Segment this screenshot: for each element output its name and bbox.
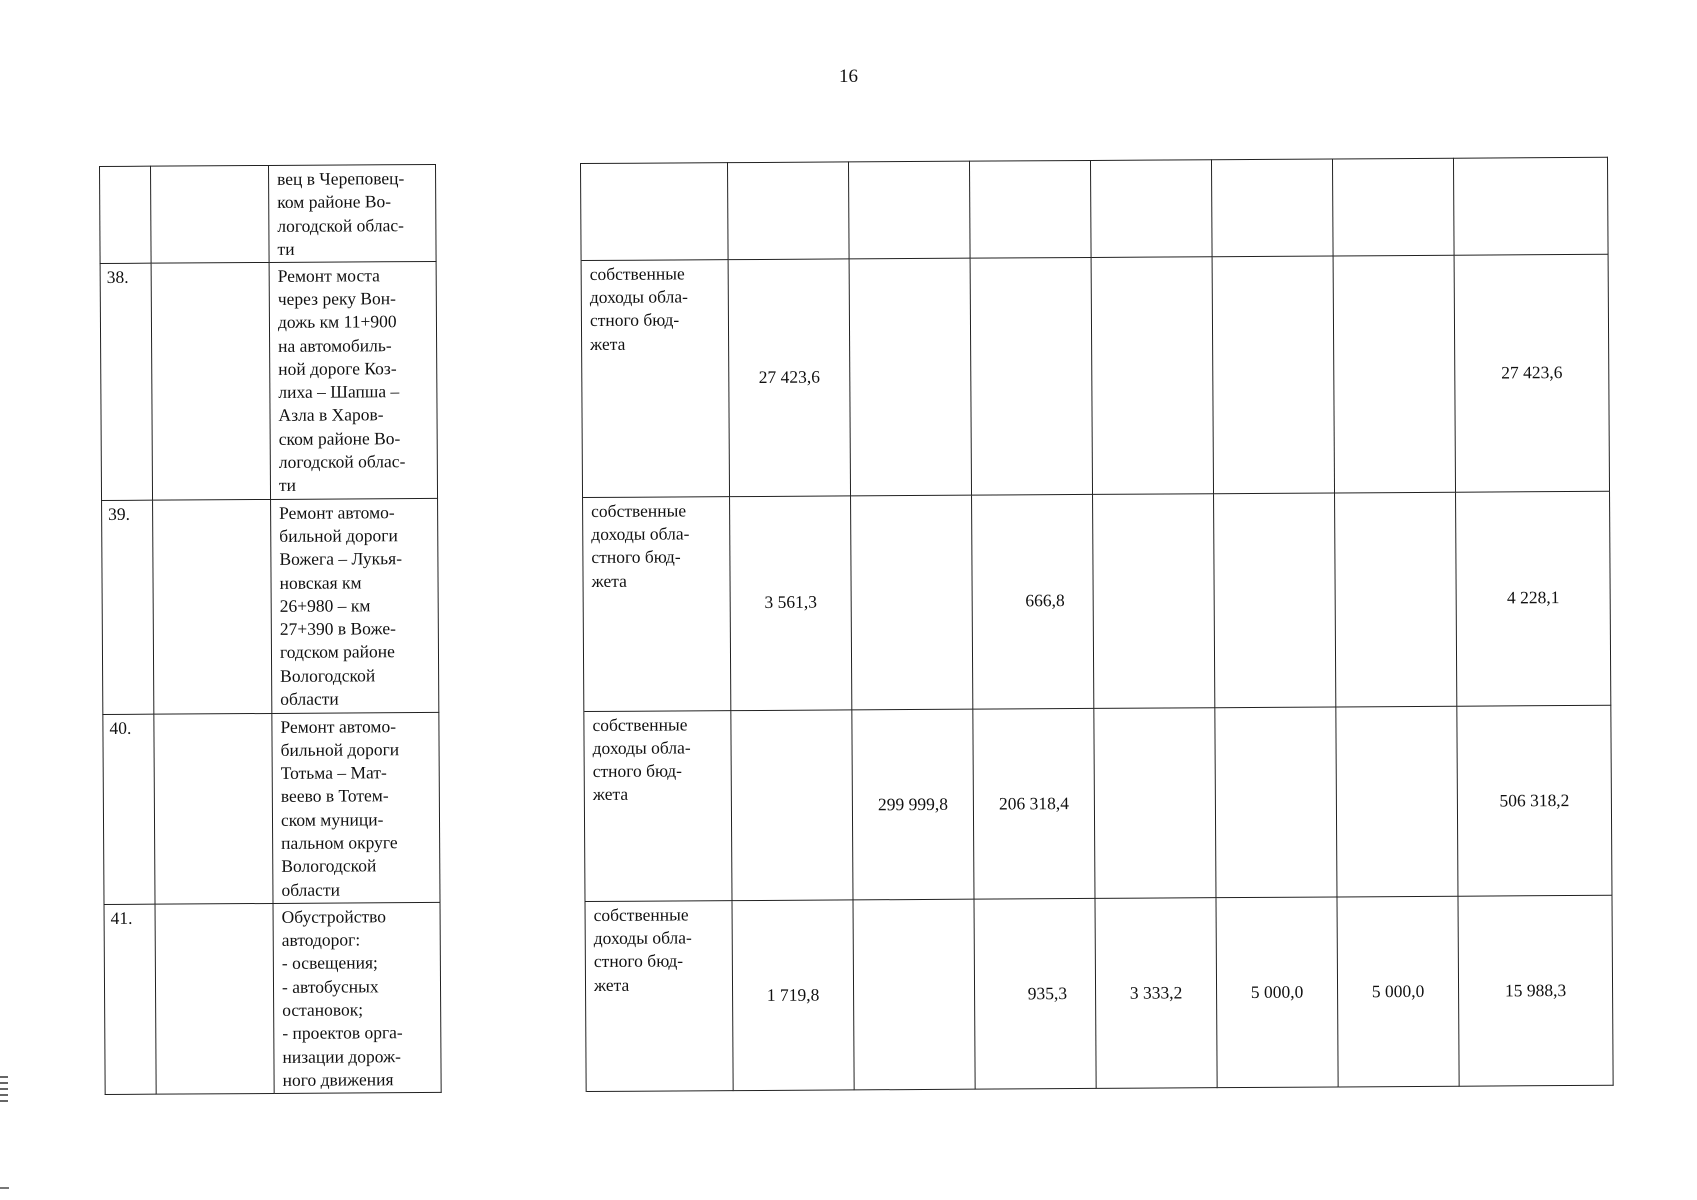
cell-value: 3 561,3	[730, 496, 852, 711]
cell-value: 27 423,6	[728, 259, 850, 497]
budget-table	[99, 157, 1614, 1095]
cell-value	[970, 257, 1092, 495]
cell-value	[1090, 160, 1212, 257]
cell-blank	[154, 713, 273, 904]
cell-description: Ремонт моста через реку Вон- дожь км 11+900 на автомобиль- ной дороге Коз- лиха – Шапша – Азла в Харов- ском районе Во- логодской облас- ти	[269, 261, 437, 499]
cell-value	[853, 899, 975, 1090]
cell-value: 5 000,0	[1216, 897, 1338, 1088]
cell-value	[969, 160, 1091, 257]
cell-value	[1335, 492, 1457, 707]
cell-value	[1333, 255, 1455, 493]
cell-gap	[440, 901, 586, 1092]
cell-value	[1212, 256, 1334, 494]
cell-value	[1336, 706, 1458, 897]
cell-value	[848, 161, 970, 258]
cell-gap	[438, 497, 584, 712]
cell-description: Обустройство автодорог: - освещения; - автобусных остановок; - проектов орга- низации дорож- ного движения	[273, 902, 441, 1093]
table-row	[100, 254, 1609, 500]
cell-source: собственные доходы обла- стного бюд- жета	[581, 259, 729, 497]
cell-source: собственные доходы обла- стного бюд- жета	[583, 496, 731, 711]
table-row	[103, 705, 1612, 904]
cell-source	[580, 163, 728, 261]
cell-value	[1093, 493, 1215, 708]
cell-blank	[155, 903, 274, 1094]
cell-index: 41.	[104, 904, 156, 1095]
cell-value: 206 318,4	[973, 708, 1095, 899]
table-row	[102, 491, 1611, 714]
cell-value	[1215, 707, 1337, 898]
cell-value	[1214, 493, 1336, 708]
scan-margin-marks	[0, 1076, 8, 1110]
cell-source: собственные доходы обла- стного бюд- жета	[584, 710, 732, 901]
cell-value: 3 333,2	[1095, 897, 1217, 1088]
cell-value	[1332, 158, 1454, 255]
cell-value	[849, 258, 971, 496]
table-row-continuation	[100, 157, 1609, 263]
cell-gap	[435, 164, 581, 261]
cell-total: 506 318,2	[1457, 705, 1612, 896]
cell-value: 666,8	[972, 494, 1094, 709]
cell-value: 5 000,0	[1337, 896, 1459, 1087]
cell-gap	[439, 711, 585, 902]
cell-total: 15 988,3	[1458, 895, 1613, 1086]
cell-value	[1211, 159, 1333, 256]
cell-index: 39.	[102, 500, 154, 714]
cell-total: 4 228,1	[1456, 491, 1611, 706]
cell-value	[731, 709, 853, 900]
cell-gap	[436, 260, 582, 498]
cell-value	[1091, 256, 1213, 494]
cell-value	[851, 495, 973, 710]
cell-index: 40.	[103, 714, 155, 905]
cell-value	[1094, 707, 1216, 898]
cell-index	[100, 166, 152, 263]
cell-blank	[153, 499, 272, 714]
cell-index: 38.	[100, 263, 152, 500]
scan-margin-dash	[0, 1187, 9, 1189]
cell-value	[727, 162, 849, 259]
page-number: 16	[839, 66, 858, 87]
cell-blank	[151, 262, 270, 500]
table-row	[104, 895, 1613, 1094]
cell-description: Ремонт автомо- бильной дороги Вожега – Лукья- новская км 26+980 – км 27+390 в Воже- годском районе Вологодской области	[271, 498, 439, 713]
cell-description: Ремонт автомо- бильной дороги Тотьма – Мат- веево в Тотем- ском муници- пальном округе Вологодской области	[272, 712, 440, 903]
cell-total	[1453, 157, 1608, 255]
cell-description: вец в Череповец- ком районе Во- логодской облас- ти	[268, 164, 436, 262]
cell-value: 1 719,8	[732, 900, 854, 1091]
cell-blank	[151, 165, 270, 262]
cell-total: 27 423,6	[1454, 254, 1609, 492]
cell-value: 299 999,8	[852, 709, 974, 900]
cell-value: 935,3	[974, 898, 1096, 1089]
cell-source: собственные доходы обла- стного бюд- жета	[585, 900, 733, 1091]
